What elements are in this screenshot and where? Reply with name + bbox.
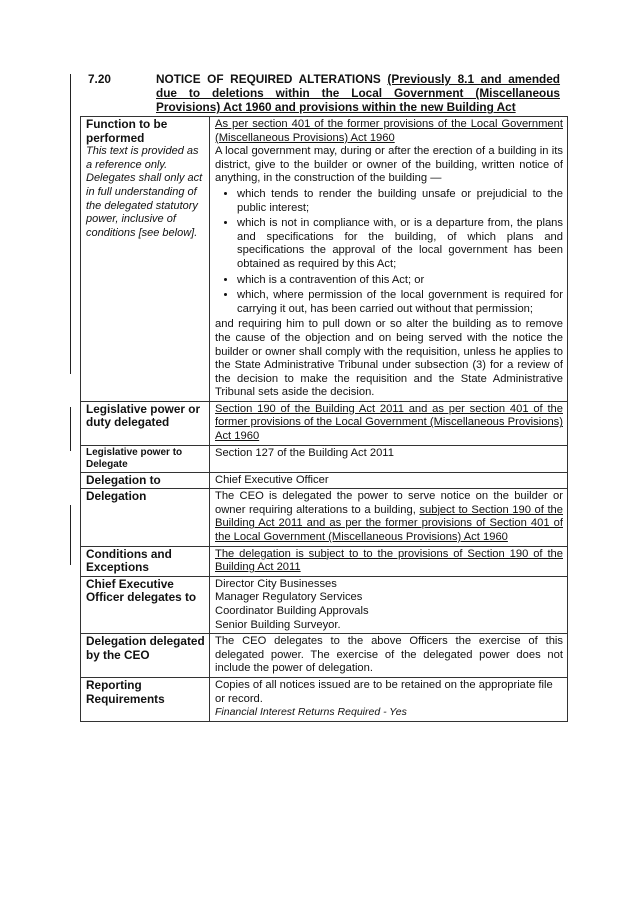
section-title	[156, 72, 560, 114]
delegation-to-value: Chief Executive Officer	[210, 472, 568, 489]
conditions-label: Conditions and Exceptions	[81, 546, 210, 576]
list-item: Coordinator Building Approvals	[215, 605, 369, 617]
function-label: Function to be performed	[86, 117, 168, 145]
revision-bar	[70, 407, 71, 451]
list-item: • which is not in compliance with, or is a departure from, the plans and specifications for the building, of which plans and specifications the approval of the local government has been obtained as required by this Act;	[237, 217, 563, 271]
list-item: • which, where permission of the local government is required for carrying it out, has been carried out without that permission;	[237, 289, 563, 316]
reporting-value	[210, 677, 568, 721]
function-intro: As per section 401 of the former provisions of the Local Government (Miscellaneous Provisions) Act 1960	[215, 118, 563, 144]
ceo-delegates-to-list	[210, 576, 568, 633]
reporting-text: Copies of all notices issued are to be retained on the appropriate file or record.	[215, 678, 553, 705]
table-row	[81, 472, 568, 489]
row-label-function	[81, 117, 210, 402]
section-title-plain: NOTICE OF REQUIRED ALTERATIONS	[156, 72, 381, 86]
function-body: A local government may, during or after the erection of a building in its district, give to the builder or owner of the building, written notice of anything, in the construction of the building —	[215, 145, 563, 185]
list-item: • which tends to render the building unsafe or prejudicial to the public interest;	[237, 188, 563, 215]
revision-bar	[70, 505, 71, 565]
delegation-to-label: Delegation to	[81, 472, 210, 489]
conditions-value: The delegation is subject to to the provisions of Section 190 of the Building Act 2011	[210, 546, 568, 576]
list-item: Senior Building Surveyor.	[215, 618, 341, 631]
delegated-by-ceo-label: Delegation delegated by the CEO	[81, 634, 210, 678]
section-title-underlined: (Previously 8.1 and amended due to deletions within the Local Government (Miscellaneous Provisions) Act 1960 and provisions within the new Building Act	[156, 72, 561, 114]
legislative-power-to-delegate-value: Section 127 of the Building Act 2011	[210, 445, 568, 472]
delegation-label: Delegation	[81, 489, 210, 546]
table-row	[81, 677, 568, 721]
delegated-by-ceo-value: The CEO delegates to the above Officers the exercise of this delegated power. The exercise of the delegated power does not include the power of delegation.	[210, 634, 568, 678]
function-note: This text is provided as a reference only. Delegates shall only act in full understanding of the delegated statutory power, inclusive of conditions [see below].	[86, 145, 203, 239]
table-row	[81, 117, 568, 402]
list-item: Manager Regulatory Services	[215, 591, 363, 604]
table-row	[81, 576, 568, 633]
delegation-value-underlined: subject to Section 190 of the Building Act 2011 and as per the former provisions of Section 401 of the Local Government (Miscellaneous Provisions) Act 1960	[215, 503, 564, 544]
list-item: Director City Businesses	[215, 577, 337, 590]
table-row	[81, 634, 568, 678]
function-content	[210, 117, 568, 402]
ceo-delegates-to-label: Chief Executive Officer delegates to	[81, 576, 210, 633]
table-row	[81, 546, 568, 576]
list-item: • which is a contravention of this Act; or	[237, 274, 563, 288]
legislative-power-value: Section 190 of the Building Act 2011 and as per section 401 of the former provisions of the Local Government (Miscellaneous Provisions) Act 1960	[210, 401, 568, 445]
table-row	[81, 401, 568, 445]
function-bullet-list	[215, 188, 563, 316]
table-row	[81, 445, 568, 472]
table-row	[81, 489, 568, 546]
reporting-label: Reporting Requirements	[81, 677, 210, 721]
delegation-table	[80, 116, 568, 722]
financial-interest-note: Financial Interest Returns Required - Yes	[215, 706, 407, 719]
delegation-value-plain: The CEO is delegated the power to serve notice on the builder or owner requiring alterations to a building,	[215, 490, 563, 516]
section-number: 7.20	[88, 72, 111, 86]
delegation-value	[210, 489, 568, 546]
revision-bar	[70, 74, 71, 374]
function-closing: and requiring him to pull down or so alter the building as to remove the cause of the objection and on being served with the notice the builder or owner shall comply with the requisition, unless he applies to the State Administrative Tribunal under subsection (3) for a review of the decision to make the requisition and the State Administrative Tribunal sets aside the decision.	[215, 318, 563, 399]
legislative-power-label: Legislative power or duty delegated	[81, 401, 210, 445]
legislative-power-to-delegate-label: Legislative power to Delegate	[81, 445, 210, 472]
